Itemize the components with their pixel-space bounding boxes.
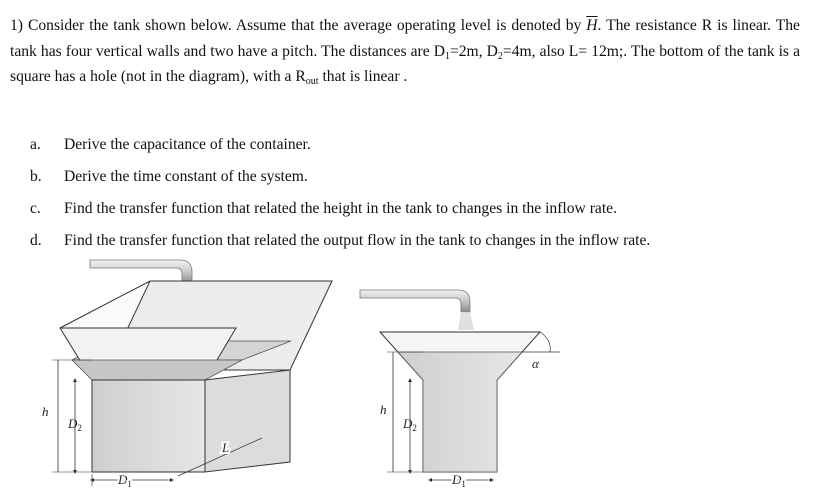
left-h-label: h [42, 404, 49, 419]
part-label: c. [30, 200, 41, 217]
problem-text-2: . The resistance R is linear. The tank has four vertical walls and two have a pitch. The distances are D [10, 17, 800, 60]
svg-text:D2 [67, 416, 82, 433]
alpha-arc [540, 332, 550, 352]
water-fill [398, 352, 522, 472]
left-d1-label: D [118, 472, 128, 487]
vertical-section [92, 380, 205, 472]
problem-text-4: =4m, also L= 12m;. The bottom of the tank is a square has a hole (not in the diagram), with a R [10, 42, 800, 85]
svg-text:D1 [117, 472, 132, 489]
inflow-pipe [360, 290, 470, 312]
inflow-pipe [90, 260, 192, 284]
alpha-label: α [532, 356, 539, 371]
tank-diagram [0, 248, 820, 493]
part-label: a. [30, 136, 41, 153]
left-l-label: L [222, 440, 230, 455]
problem-text-1: Consider the tank shown below. Assume that the average operating level is denoted by [27, 17, 582, 34]
part-a [30, 129, 810, 161]
svg-text:D2 [402, 416, 417, 433]
right-h-label: h [380, 402, 387, 417]
d1-subscript: 1 [444, 50, 450, 62]
part-text: Derive the capacitance of the container. [64, 136, 311, 153]
left-d1-subscript: 1 [127, 479, 132, 489]
left-d2-subscript: 2 [77, 423, 82, 433]
part-label: d. [30, 232, 42, 249]
problem-number: 1) [10, 17, 23, 34]
left-tank [42, 260, 332, 489]
inflow-stream [458, 312, 474, 330]
problem-text-5: that is linear . [322, 68, 408, 85]
water-front [72, 360, 242, 380]
right-d1-label: D [452, 472, 462, 487]
problem-statement [10, 13, 800, 90]
part-b [30, 161, 810, 193]
part-text: Find the transfer function that related the height in the tank to changes in the inflow rate. [64, 200, 617, 217]
left-d2-label: D [68, 416, 78, 431]
vertical-side [205, 370, 290, 472]
problem-parts [30, 129, 810, 257]
right-d2-subscript: 2 [412, 423, 417, 433]
part-label: b. [30, 168, 42, 185]
part-text: Derive the time constant of the system. [64, 168, 308, 185]
svg-text:D1 [451, 472, 466, 489]
average-level-symbol: $\overline{H}$ [586, 17, 598, 34]
part-text: Find the transfer function that related the output flow in the tank to changes in the inflow rate. [64, 232, 651, 249]
right-d1-subscript: 1 [461, 479, 466, 489]
right-d2-label: D [403, 416, 413, 431]
rout-subscript: out [305, 76, 319, 87]
right-tank [360, 290, 560, 489]
problem-text-3: =2m, D [449, 42, 498, 60]
part-c [30, 193, 810, 225]
d2-subscript: 2 [497, 50, 503, 62]
